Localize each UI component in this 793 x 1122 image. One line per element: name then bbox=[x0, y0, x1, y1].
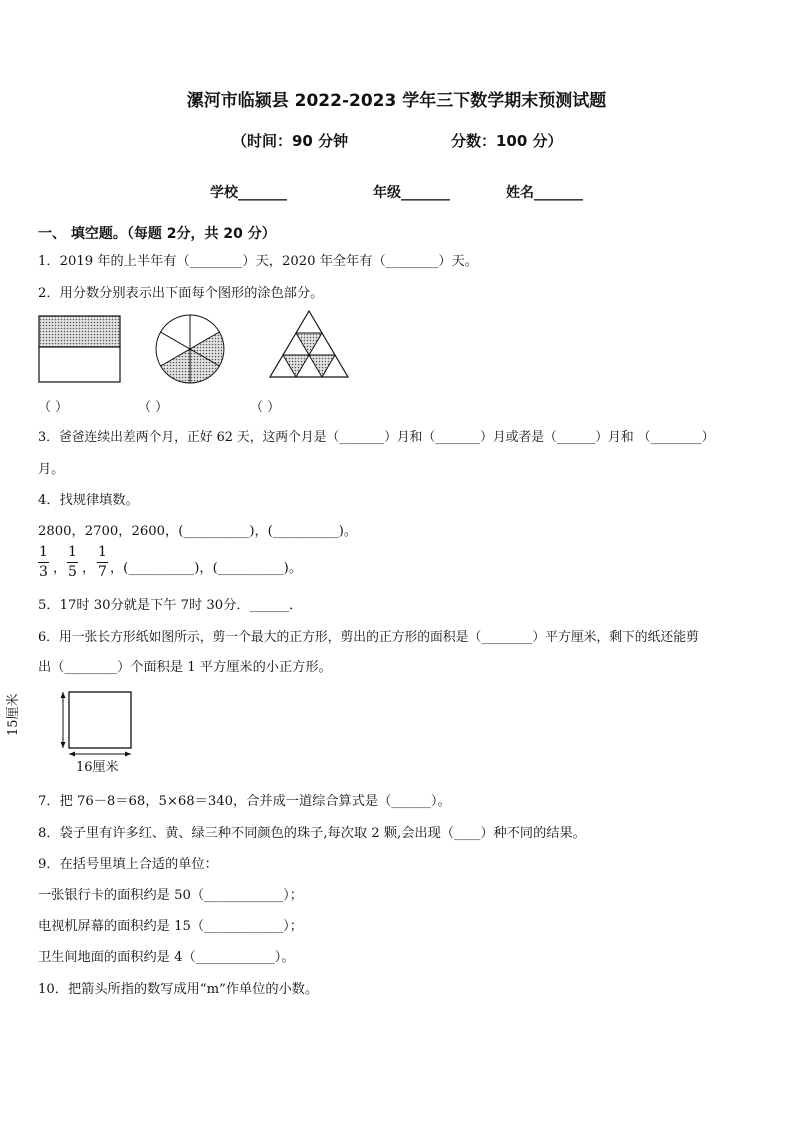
figure-triangle bbox=[270, 311, 348, 377]
figure-circle bbox=[156, 315, 224, 383]
school-field: 学校_______ bbox=[210, 185, 287, 201]
exam-score: 分数：100 分） bbox=[451, 132, 563, 150]
q6-side-label: 15厘米 bbox=[6, 693, 21, 736]
section-heading: 一、 填空题。（每题 2分，共 20 分） bbox=[38, 226, 276, 242]
q9-item-a: 一张银行卡的面积约是 50（____________）； bbox=[38, 888, 303, 903]
question-2: 2．用分数分别表示出下面每个图形的涂色部分。 bbox=[38, 286, 324, 301]
figure-rectangle bbox=[39, 316, 120, 382]
q2-answer-3: （ ） bbox=[250, 400, 281, 415]
page-title: 漯河市临颍县 2022-2023 学年三下数学期末预测试题 bbox=[186, 91, 607, 111]
q4-comma-1: ， bbox=[53, 561, 67, 576]
grade-field: 年级_______ bbox=[373, 185, 450, 201]
q4-fraction-1: 1 3 bbox=[39, 544, 48, 580]
exam-time: （时间：90 分钟 bbox=[232, 132, 349, 150]
question-10: 10．把箭头所指的数写成用“m”作单位的小数。 bbox=[38, 982, 319, 997]
question-1: 1．2019 年的上半年有（________）天，2020 年全年有（________）天。 bbox=[38, 254, 478, 269]
question-4: 4．找规律填数。 bbox=[38, 493, 139, 508]
question-3-cont: 月。 bbox=[38, 462, 65, 477]
q6-bottom-label: 16厘米 bbox=[76, 760, 119, 775]
q4-fraction-3: 1 7 bbox=[98, 544, 107, 580]
q4-sequence-2: ，(__________)，(__________)。 bbox=[110, 561, 303, 576]
question-3: 3．爸爸连续出差两个月，正好 62 天，这两个月是（_______）月和（_______）月或者是（______）月和 （________） bbox=[38, 430, 715, 445]
name-field: 姓名_______ bbox=[506, 185, 583, 201]
q2-answer-1: （ ） bbox=[38, 400, 69, 415]
q9-item-b: 电视机屏幕的面积约是 15（____________）； bbox=[38, 919, 303, 934]
q9-item-c: 卫生间地面的面积约是 4（____________）。 bbox=[38, 950, 295, 965]
question-9: 9．在括号里填上合适的单位： bbox=[38, 857, 218, 872]
question-6: 6．用一张长方形纸如图所示，剪一个最大的正方形，剪出的正方形的面积是（________）平方厘米，剩下的纸还能剪 bbox=[38, 630, 699, 645]
question-7: 7．把 76－8＝68，5×68＝340，合并成一道综合算式是（______）。 bbox=[38, 794, 451, 809]
q4-fraction-2: 1 5 bbox=[68, 544, 77, 580]
q4-sequence-1: 2800，2700，2600，(__________)，(__________)。 bbox=[38, 524, 358, 539]
question-5: 5．17时 30分就是下午 7时 30分．______． bbox=[38, 598, 303, 613]
question-6-cont: 出（________）个面积是 1 平方厘米的小正方形。 bbox=[38, 660, 332, 675]
q2-answer-2: （ ） bbox=[138, 400, 169, 415]
q4-comma-2: ， bbox=[82, 561, 96, 576]
question-8: 8．袋子里有许多红、黄、绿三种不同颜色的珠子,每次取 2 颗,会出现（____）种不同的结果。 bbox=[38, 826, 586, 841]
q2-figures bbox=[0, 300, 793, 390]
